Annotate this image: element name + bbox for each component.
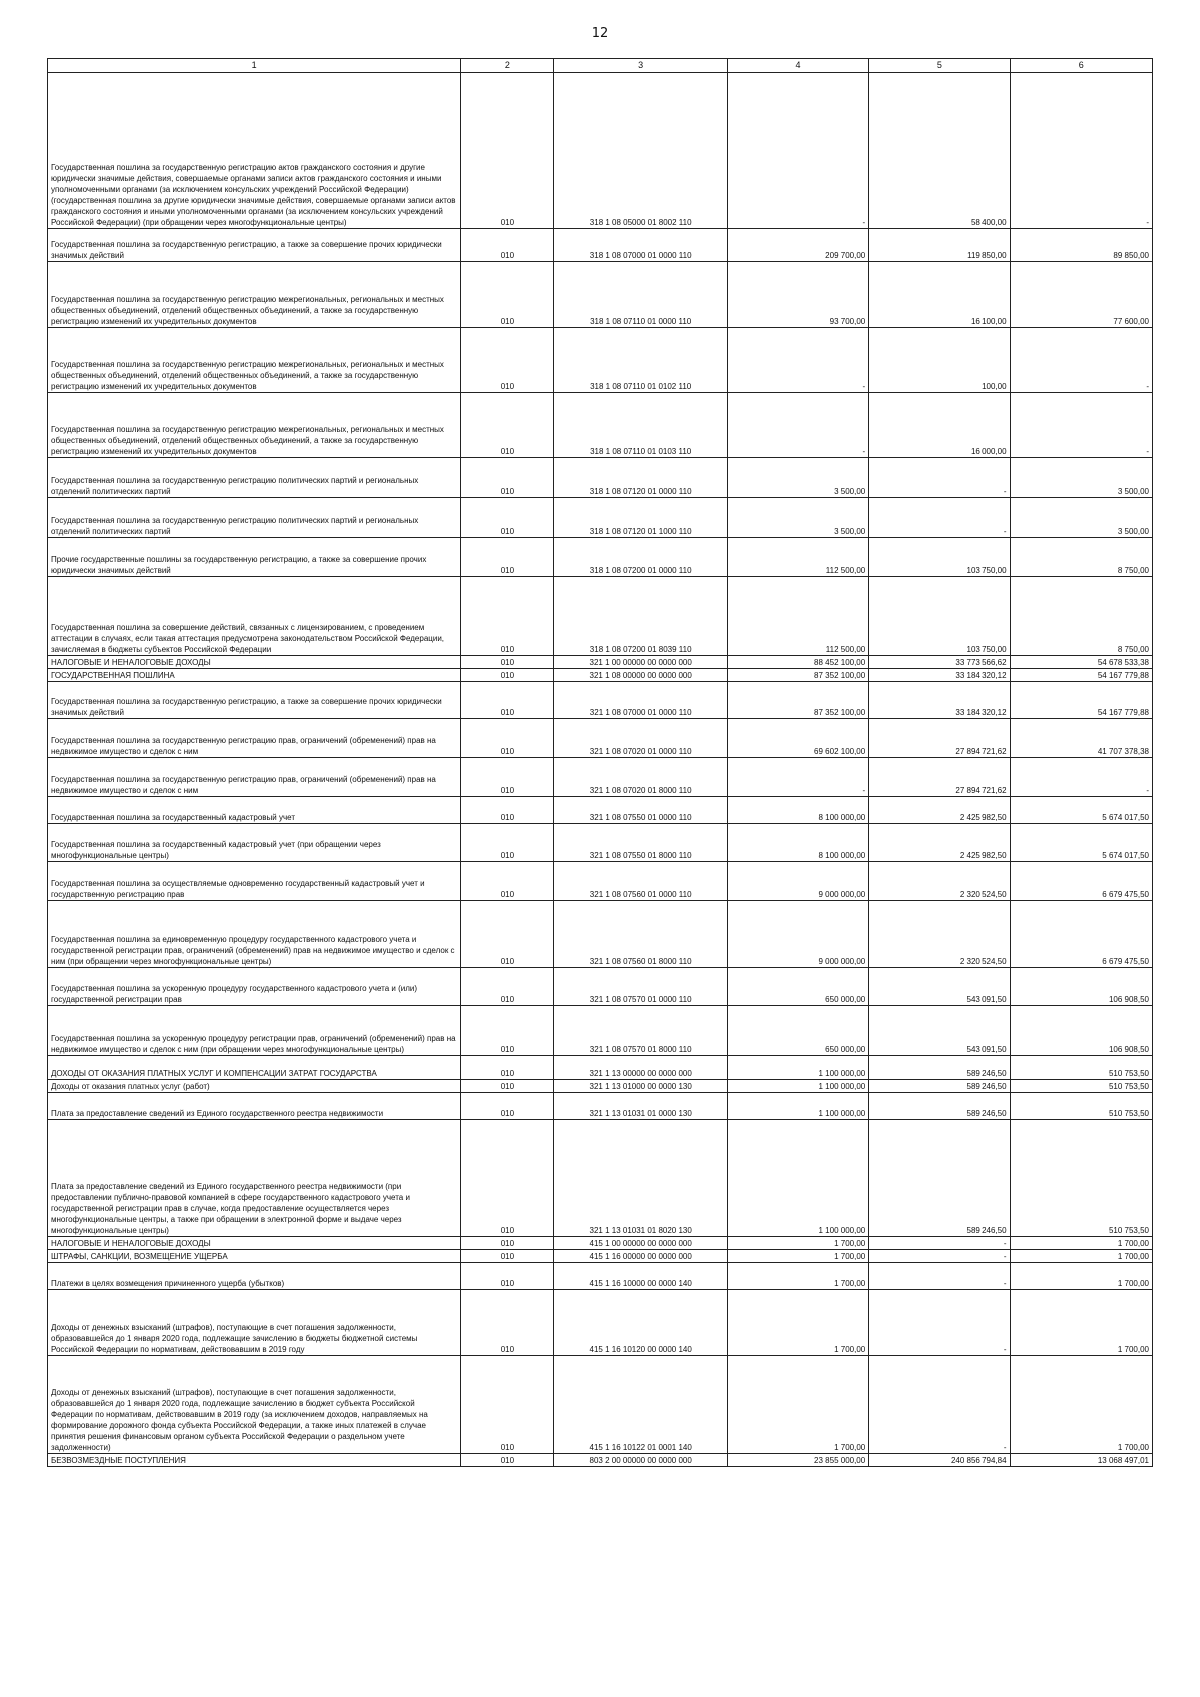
budget-code: 321 1 00 00000 00 0000 000 [554, 656, 727, 669]
cell-unexecuted: 3 500,00 [1010, 498, 1152, 538]
budget-code: 318 1 08 05000 01 8002 110 [554, 73, 727, 229]
line-code: 010 [461, 824, 554, 862]
table-row [48, 862, 1153, 901]
table-row [48, 758, 1153, 797]
line-code: 010 [461, 862, 554, 901]
line-code: 010 [461, 73, 554, 229]
row-name: Государственная пошлина за осуществляемые одновременно государственный кадастровый учет и государственную регистрацию прав [48, 862, 461, 901]
cell-approved: 1 700,00 [727, 1290, 868, 1356]
row-name: Государственная пошлина за государственную регистрацию, а также за совершение прочих юридически значимых действий [48, 682, 461, 719]
row-name: Платежи в целях возмещения причиненного ущерба (убытков) [48, 1263, 461, 1290]
budget-code: 321 1 13 01031 01 8020 130 [554, 1120, 727, 1237]
cell-approved: 87 352 100,00 [727, 682, 868, 719]
column-header: 1 [48, 59, 461, 73]
table-row [48, 656, 1153, 669]
table-row [48, 577, 1153, 656]
budget-code: 321 1 08 07550 01 0000 110 [554, 797, 727, 824]
cell-executed: 119 850,00 [869, 229, 1010, 262]
cell-executed: - [869, 498, 1010, 538]
row-name: Государственная пошлина за единовременную процедуру государственного кадастрового учета и государственной регистрации прав, ограничений (обременений) прав на недвижимое имущество и сделок с ним (при обращении через многофункциональные центры) [48, 901, 461, 968]
cell-executed: 2 320 524,50 [869, 901, 1010, 968]
line-code: 010 [461, 1290, 554, 1356]
table-row [48, 538, 1153, 577]
row-name: Государственная пошлина за совершение действий, связанных с лицензированием, с проведением аттестации в случаях, если такая аттестация предусмотрена законодательством Российской Федерации, зачисляемая в бюджеты субъектов Российской Федерации [48, 577, 461, 656]
cell-unexecuted: 77 600,00 [1010, 262, 1152, 328]
budget-code: 321 1 08 07020 01 0000 110 [554, 719, 727, 758]
table-row [48, 1006, 1153, 1056]
budget-code: 321 1 08 07000 01 0000 110 [554, 682, 727, 719]
table-row [48, 1290, 1153, 1356]
row-name: Плата за предоставление сведений из Единого государственного реестра недвижимости [48, 1093, 461, 1120]
budget-code: 318 1 08 07110 01 0103 110 [554, 393, 727, 458]
cell-executed: 543 091,50 [869, 1006, 1010, 1056]
cell-executed: - [869, 458, 1010, 498]
row-name: Государственная пошлина за ускоренную процедуру регистрации прав, ограничений (обременений) прав на недвижимое имущество и сделок с ним (при обращении через многофункциональные центры) [48, 1006, 461, 1056]
cell-executed: - [869, 1290, 1010, 1356]
line-code: 010 [461, 1080, 554, 1093]
table-row [48, 1120, 1153, 1237]
budget-code: 415 1 16 00000 00 0000 000 [554, 1250, 727, 1263]
cell-approved: 8 100 000,00 [727, 824, 868, 862]
row-name: Государственная пошлина за государственную регистрацию прав, ограничений (обременений) прав на недвижимое имущество и сделок с ним [48, 758, 461, 797]
line-code: 010 [461, 393, 554, 458]
cell-executed: 27 894 721,62 [869, 719, 1010, 758]
table-row [48, 1454, 1153, 1467]
cell-executed: 589 246,50 [869, 1056, 1010, 1080]
cell-approved: 1 700,00 [727, 1250, 868, 1263]
cell-executed: 2 320 524,50 [869, 862, 1010, 901]
cell-executed: 33 773 566,62 [869, 656, 1010, 669]
line-code: 010 [461, 719, 554, 758]
table-row [48, 669, 1153, 682]
cell-approved: 3 500,00 [727, 498, 868, 538]
column-header: 4 [727, 59, 868, 73]
cell-unexecuted: 510 753,50 [1010, 1120, 1152, 1237]
line-code: 010 [461, 797, 554, 824]
line-code: 010 [461, 262, 554, 328]
cell-unexecuted: 510 753,50 [1010, 1080, 1152, 1093]
table-row [48, 1056, 1153, 1080]
budget-code: 321 1 08 07560 01 0000 110 [554, 862, 727, 901]
budget-code: 415 1 16 10120 00 0000 140 [554, 1290, 727, 1356]
row-name: Государственная пошлина за государственный кадастровый учет (при обращении через многофункциональные центры) [48, 824, 461, 862]
line-code: 010 [461, 577, 554, 656]
budget-code: 803 2 00 00000 00 0000 000 [554, 1454, 727, 1467]
cell-executed: - [869, 1250, 1010, 1263]
cell-approved: 9 000 000,00 [727, 862, 868, 901]
budget-code: 321 1 08 07550 01 8000 110 [554, 824, 727, 862]
cell-unexecuted: 13 068 497,01 [1010, 1454, 1152, 1467]
line-code: 010 [461, 758, 554, 797]
row-name: ДОХОДЫ ОТ ОКАЗАНИЯ ПЛАТНЫХ УСЛУГ И КОМПЕНСАЦИИ ЗАТРАТ ГОСУДАРСТВА [48, 1056, 461, 1080]
cell-executed: 33 184 320,12 [869, 669, 1010, 682]
cell-executed: 100,00 [869, 328, 1010, 393]
table-row [48, 968, 1153, 1006]
table-row [48, 824, 1153, 862]
line-code: 010 [461, 1056, 554, 1080]
cell-approved: 87 352 100,00 [727, 669, 868, 682]
cell-approved: 650 000,00 [727, 1006, 868, 1056]
table-row [48, 1080, 1153, 1093]
cell-approved: 8 100 000,00 [727, 797, 868, 824]
line-code: 010 [461, 1454, 554, 1467]
cell-executed: 589 246,50 [869, 1120, 1010, 1237]
cell-executed: 33 184 320,12 [869, 682, 1010, 719]
table-row [48, 1250, 1153, 1263]
line-code: 010 [461, 498, 554, 538]
budget-table [47, 58, 1153, 1467]
cell-executed: 589 246,50 [869, 1080, 1010, 1093]
row-name: Государственная пошлина за государственную регистрацию межрегиональных, региональных и местных общественных объединений, отделений общественных объединений, а также за государственную регистрацию изменений их учредительных документов [48, 328, 461, 393]
cell-unexecuted: 89 850,00 [1010, 229, 1152, 262]
cell-unexecuted: 5 674 017,50 [1010, 824, 1152, 862]
column-header: 3 [554, 59, 727, 73]
table-row [48, 393, 1153, 458]
cell-approved: 209 700,00 [727, 229, 868, 262]
cell-approved: 112 500,00 [727, 538, 868, 577]
row-name: Государственная пошлина за государственную регистрацию актов гражданского состояния и другие юридически значимые действия, совершаемые органами записи актов гражданского состояния и иными уполномоченными органами (за исключением консульских учреждений Российской Федерации) (государственная пошлина за другие юридически значимые действия, совершаемые органами записи актов гражданского состояния и иными уполномоченными органами (за исключением консульских учреждений Российской Федерации) (при обращении через многофункциональные центры) [48, 73, 461, 229]
cell-approved: 1 700,00 [727, 1263, 868, 1290]
cell-unexecuted: 41 707 378,38 [1010, 719, 1152, 758]
row-name: НАЛОГОВЫЕ И НЕНАЛОГОВЫЕ ДОХОДЫ [48, 656, 461, 669]
row-name: Государственная пошлина за государственную регистрацию межрегиональных, региональных и местных общественных объединений, отделений общественных объединений, а также за государственную регистрацию изменений их учредительных документов [48, 393, 461, 458]
table-row [48, 458, 1153, 498]
cell-approved: 9 000 000,00 [727, 901, 868, 968]
cell-unexecuted: - [1010, 328, 1152, 393]
row-name: Государственная пошлина за государственный кадастровый учет [48, 797, 461, 824]
row-name: БЕЗВОЗМЕЗДНЫЕ ПОСТУПЛЕНИЯ [48, 1454, 461, 1467]
cell-unexecuted: - [1010, 73, 1152, 229]
table-row [48, 229, 1153, 262]
cell-approved: - [727, 393, 868, 458]
budget-code: 318 1 08 07200 01 0000 110 [554, 538, 727, 577]
line-code: 010 [461, 538, 554, 577]
row-name: ШТРАФЫ, САНКЦИИ, ВОЗМЕЩЕНИЕ УЩЕРБА [48, 1250, 461, 1263]
row-name: НАЛОГОВЫЕ И НЕНАЛОГОВЫЕ ДОХОДЫ [48, 1237, 461, 1250]
cell-approved: 1 100 000,00 [727, 1056, 868, 1080]
cell-unexecuted: 1 700,00 [1010, 1250, 1152, 1263]
budget-code: 415 1 00 00000 00 0000 000 [554, 1237, 727, 1250]
cell-unexecuted: 1 700,00 [1010, 1290, 1152, 1356]
cell-approved: 88 452 100,00 [727, 656, 868, 669]
cell-unexecuted: - [1010, 393, 1152, 458]
table-row [48, 1263, 1153, 1290]
row-name: Прочие государственные пошлины за государственную регистрацию, а также за совершение прочих юридически значимых действий [48, 538, 461, 577]
line-code: 010 [461, 901, 554, 968]
line-code: 010 [461, 458, 554, 498]
table-row [48, 682, 1153, 719]
line-code: 010 [461, 656, 554, 669]
row-name: Доходы от денежных взысканий (штрафов), поступающие в счет погашения задолженности, образовавшейся до 1 января 2020 года, подлежащие зачислению в бюджеты бюджетной системы Российской Федерации по нормативам, действовавшим в 2019 году [48, 1290, 461, 1356]
column-header: 5 [869, 59, 1010, 73]
budget-code: 321 1 13 01000 00 0000 130 [554, 1080, 727, 1093]
cell-executed: - [869, 1263, 1010, 1290]
row-name: Доходы от денежных взысканий (штрафов), поступающие в счет погашения задолженности, образовавшейся до 1 января 2020 года, подлежащие зачислению в бюджет субъекта Российской Федерации по нормативам, действовавшим в 2019 году (за исключением доходов, направляемых на формирование дорожного фонда субъекта Российской Федерации, а также иных платежей в случае принятия решения финансовым органом субъекта Российской Федерации о раздельном учете задолженности) [48, 1356, 461, 1454]
cell-unexecuted: - [1010, 758, 1152, 797]
table-row [48, 901, 1153, 968]
cell-unexecuted: 8 750,00 [1010, 538, 1152, 577]
cell-unexecuted: 510 753,50 [1010, 1056, 1152, 1080]
table-row [48, 1237, 1153, 1250]
cell-approved: 1 700,00 [727, 1237, 868, 1250]
cell-approved: 23 855 000,00 [727, 1454, 868, 1467]
budget-code: 321 1 08 07570 01 0000 110 [554, 968, 727, 1006]
cell-unexecuted: 54 678 533,38 [1010, 656, 1152, 669]
cell-unexecuted: 1 700,00 [1010, 1356, 1152, 1454]
cell-executed: 16 100,00 [869, 262, 1010, 328]
line-code: 010 [461, 1237, 554, 1250]
row-name: Государственная пошлина за государственную регистрацию межрегиональных, региональных и местных общественных объединений, отделений общественных объединений, а также за государственную регистрацию изменений их учредительных документов [48, 262, 461, 328]
cell-executed: 589 246,50 [869, 1093, 1010, 1120]
line-code: 010 [461, 1263, 554, 1290]
cell-approved: - [727, 73, 868, 229]
cell-executed: 2 425 982,50 [869, 824, 1010, 862]
cell-approved: 3 500,00 [727, 458, 868, 498]
budget-code: 318 1 08 07000 01 0000 110 [554, 229, 727, 262]
row-name: Доходы от оказания платных услуг (работ) [48, 1080, 461, 1093]
row-name: ГОСУДАРСТВЕННАЯ ПОШЛИНА [48, 669, 461, 682]
cell-unexecuted: 1 700,00 [1010, 1263, 1152, 1290]
cell-unexecuted: 1 700,00 [1010, 1237, 1152, 1250]
table-row [48, 328, 1153, 393]
line-code: 010 [461, 1120, 554, 1237]
budget-code: 318 1 08 07200 01 8039 110 [554, 577, 727, 656]
budget-code: 415 1 16 10000 00 0000 140 [554, 1263, 727, 1290]
cell-approved: 650 000,00 [727, 968, 868, 1006]
budget-code: 321 1 13 01031 01 0000 130 [554, 1093, 727, 1120]
cell-unexecuted: 106 908,50 [1010, 1006, 1152, 1056]
cell-executed: 543 091,50 [869, 968, 1010, 1006]
row-name: Государственная пошлина за государственную регистрацию, а также за совершение прочих юридически значимых действий [48, 229, 461, 262]
budget-code: 318 1 08 07110 01 0000 110 [554, 262, 727, 328]
cell-executed: 27 894 721,62 [869, 758, 1010, 797]
line-code: 010 [461, 1250, 554, 1263]
line-code: 010 [461, 328, 554, 393]
cell-approved: 1 100 000,00 [727, 1080, 868, 1093]
cell-unexecuted: 510 753,50 [1010, 1093, 1152, 1120]
row-name: Государственная пошлина за государственную регистрацию прав, ограничений (обременений) прав на недвижимое имущество и сделок с ним [48, 719, 461, 758]
budget-code: 321 1 08 07560 01 8000 110 [554, 901, 727, 968]
budget-code: 321 1 08 07020 01 8000 110 [554, 758, 727, 797]
header-row [48, 59, 1153, 73]
cell-approved: 93 700,00 [727, 262, 868, 328]
cell-approved: 1 100 000,00 [727, 1120, 868, 1237]
cell-unexecuted: 3 500,00 [1010, 458, 1152, 498]
row-name: Государственная пошлина за государственную регистрацию политических партий и региональных отделений политических партий [48, 458, 461, 498]
table-row [48, 1093, 1153, 1120]
table-row [48, 262, 1153, 328]
table-row [48, 797, 1153, 824]
table-row [48, 73, 1153, 229]
column-header: 2 [461, 59, 554, 73]
line-code: 010 [461, 229, 554, 262]
cell-unexecuted: 5 674 017,50 [1010, 797, 1152, 824]
table-row [48, 719, 1153, 758]
column-header: 6 [1010, 59, 1152, 73]
cell-unexecuted: 8 750,00 [1010, 577, 1152, 656]
cell-unexecuted: 54 167 779,88 [1010, 682, 1152, 719]
page-number: 12 [591, 26, 609, 41]
line-code: 010 [461, 1006, 554, 1056]
budget-code: 321 1 13 00000 00 0000 000 [554, 1056, 727, 1080]
cell-executed: 103 750,00 [869, 538, 1010, 577]
cell-approved: - [727, 758, 868, 797]
line-code: 010 [461, 968, 554, 1006]
table-row [48, 1356, 1153, 1454]
cell-executed: 58 400,00 [869, 73, 1010, 229]
cell-executed: 2 425 982,50 [869, 797, 1010, 824]
cell-executed: - [869, 1356, 1010, 1454]
line-code: 010 [461, 682, 554, 719]
line-code: 010 [461, 669, 554, 682]
budget-code: 321 1 08 00000 00 0000 000 [554, 669, 727, 682]
cell-unexecuted: 106 908,50 [1010, 968, 1152, 1006]
budget-code: 321 1 08 07570 01 8000 110 [554, 1006, 727, 1056]
cell-approved: 1 100 000,00 [727, 1093, 868, 1120]
cell-executed: - [869, 1237, 1010, 1250]
cell-executed: 16 000,00 [869, 393, 1010, 458]
cell-executed: 103 750,00 [869, 577, 1010, 656]
budget-code: 318 1 08 07110 01 0102 110 [554, 328, 727, 393]
budget-code: 415 1 16 10122 01 0001 140 [554, 1356, 727, 1454]
cell-unexecuted: 6 679 475,50 [1010, 901, 1152, 968]
row-name: Плата за предоставление сведений из Единого государственного реестра недвижимости (при предоставлении публично-правовой компанией в сфере государственного кадастрового учета и государственной регистрации прав в случае, когда предоставление осуществляется через многофункциональные центры, а также при обращении в электронной форме и выдаче через многофункциональные центры) [48, 1120, 461, 1237]
table-row [48, 498, 1153, 538]
line-code: 010 [461, 1093, 554, 1120]
cell-approved: 1 700,00 [727, 1356, 868, 1454]
line-code: 010 [461, 1356, 554, 1454]
budget-code: 318 1 08 07120 01 1000 110 [554, 498, 727, 538]
row-name: Государственная пошлина за государственную регистрацию политических партий и региональных отделений политических партий [48, 498, 461, 538]
cell-approved: 112 500,00 [727, 577, 868, 656]
cell-unexecuted: 54 167 779,88 [1010, 669, 1152, 682]
cell-executed: 240 856 794,84 [869, 1454, 1010, 1467]
cell-approved: - [727, 328, 868, 393]
row-name: Государственная пошлина за ускоренную процедуру государственного кадастрового учета и (или) государственной регистрации прав [48, 968, 461, 1006]
cell-approved: 69 602 100,00 [727, 719, 868, 758]
cell-unexecuted: 6 679 475,50 [1010, 862, 1152, 901]
budget-code: 318 1 08 07120 01 0000 110 [554, 458, 727, 498]
